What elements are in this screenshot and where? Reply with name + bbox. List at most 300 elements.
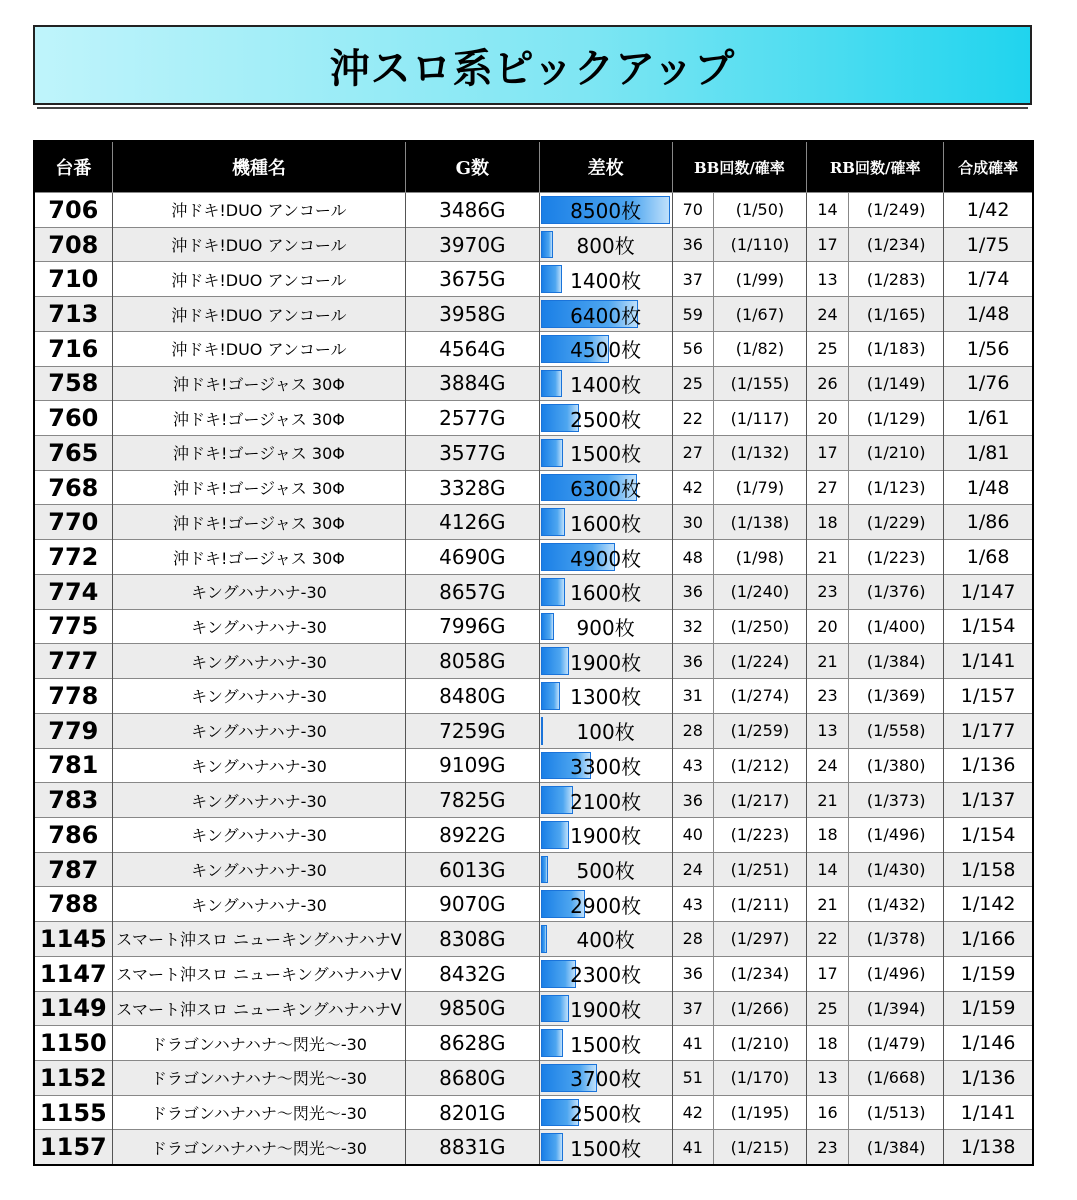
rb-count: 27: [807, 470, 849, 505]
rb-count: 26: [807, 366, 849, 401]
sama-value: 1300枚: [570, 685, 642, 710]
rb-rate: (1/234): [849, 227, 944, 262]
bb-rate: (1/215): [713, 1130, 806, 1165]
table-row: [34, 1095, 1033, 1130]
bb-count: 36: [672, 783, 713, 818]
table-row: [34, 1026, 1033, 1061]
rb-count: 14: [807, 852, 849, 887]
bb-rate: (1/240): [713, 574, 806, 609]
sama-bar: [541, 647, 570, 675]
bb-count: 51: [672, 1060, 713, 1095]
rb-count: 21: [807, 783, 849, 818]
rb-count: 18: [807, 817, 849, 852]
rb-rate: (1/496): [849, 956, 944, 991]
sama-cell: [539, 401, 672, 436]
sama-value: 4900枚: [570, 546, 642, 571]
game-count: 4690G: [406, 540, 539, 575]
table-row: [34, 887, 1033, 922]
rb-count: 25: [807, 331, 849, 366]
sama-bar: [541, 786, 573, 814]
sama-bar: [541, 856, 549, 884]
sama-cell: [539, 227, 672, 262]
bb-rate: (1/155): [713, 366, 806, 401]
sama-bar: [541, 1133, 564, 1160]
model-name: 沖ドキ!ゴージャス 30Φ: [112, 366, 406, 401]
rb-count: 25: [807, 991, 849, 1026]
combined-rate: 1/154: [944, 609, 1033, 644]
sama-value: 6400枚: [570, 303, 642, 328]
bb-rate: (1/259): [713, 713, 806, 748]
bb-rate: (1/117): [713, 401, 806, 436]
bb-count: 30: [672, 505, 713, 540]
header-combined: 合成確率: [944, 141, 1033, 193]
machine-number: 758: [34, 366, 112, 401]
bb-rate: (1/79): [713, 470, 806, 505]
model-name: ドラゴンハナハナ〜閃光〜-30: [112, 1130, 406, 1165]
rb-rate: (1/376): [849, 574, 944, 609]
game-count: 9109G: [406, 748, 539, 783]
rb-count: 17: [807, 956, 849, 991]
model-name: 沖ドキ!ゴージャス 30Φ: [112, 436, 406, 471]
rb-rate: (1/384): [849, 644, 944, 679]
bb-rate: (1/138): [713, 505, 806, 540]
model-name: ドラゴンハナハナ〜閃光〜-30: [112, 1026, 406, 1061]
rb-rate: (1/378): [849, 922, 944, 957]
bb-count: 41: [672, 1130, 713, 1165]
bb-rate: (1/132): [713, 436, 806, 471]
table-row: [34, 540, 1033, 575]
bb-rate: (1/98): [713, 540, 806, 575]
sama-cell: [539, 713, 672, 748]
sama-cell: [539, 297, 672, 332]
bb-count: 56: [672, 331, 713, 366]
machine-number: 1147: [34, 956, 112, 991]
machine-number: 783: [34, 783, 112, 818]
table-row: [34, 1130, 1033, 1165]
sama-value: 2300枚: [570, 963, 642, 988]
game-count: 7825G: [406, 783, 539, 818]
rb-rate: (1/165): [849, 297, 944, 332]
bb-count: 36: [672, 227, 713, 262]
sama-bar: [541, 925, 547, 953]
table-row: [34, 436, 1033, 471]
bb-rate: (1/211): [713, 887, 806, 922]
bb-rate: (1/234): [713, 956, 806, 991]
game-count: 3958G: [406, 297, 539, 332]
machine-number: 781: [34, 748, 112, 783]
bb-rate: (1/170): [713, 1060, 806, 1095]
machine-number: 772: [34, 540, 112, 575]
bb-count: 31: [672, 679, 713, 714]
sama-cell: [539, 1095, 672, 1130]
rb-count: 13: [807, 1060, 849, 1095]
model-name: スマート沖スロ ニューキングハナハナV: [112, 956, 406, 991]
rb-rate: (1/430): [849, 852, 944, 887]
sama-value: 1600枚: [570, 581, 642, 606]
rb-rate: (1/513): [849, 1095, 944, 1130]
sama-value: 3700枚: [570, 1067, 642, 1092]
bb-count: 22: [672, 401, 713, 436]
sama-cell: [539, 817, 672, 852]
sama-bar: [541, 717, 543, 745]
table-row: [34, 748, 1033, 783]
game-count: 8657G: [406, 574, 539, 609]
model-name: キングハナハナ-30: [112, 852, 406, 887]
game-count: 2577G: [406, 401, 539, 436]
bb-count: 36: [672, 644, 713, 679]
model-name: 沖ドキ!DUO アンコール: [112, 297, 406, 332]
game-count: 3577G: [406, 436, 539, 471]
rb-rate: (1/183): [849, 331, 944, 366]
game-count: 8308G: [406, 922, 539, 957]
combined-rate: 1/68: [944, 540, 1033, 575]
game-count: 7996G: [406, 609, 539, 644]
bb-count: 28: [672, 713, 713, 748]
combined-rate: 1/159: [944, 956, 1033, 991]
sama-cell: [539, 922, 672, 957]
machine-number: 774: [34, 574, 112, 609]
bb-rate: (1/224): [713, 644, 806, 679]
model-name: 沖ドキ!ゴージャス 30Φ: [112, 470, 406, 505]
bb-rate: (1/50): [713, 193, 806, 228]
machine-number: 778: [34, 679, 112, 714]
sama-bar: [541, 682, 561, 710]
table-row: [34, 297, 1033, 332]
game-count: 9070G: [406, 887, 539, 922]
machine-number: 787: [34, 852, 112, 887]
combined-rate: 1/81: [944, 436, 1033, 471]
game-count: 9850G: [406, 991, 539, 1026]
rb-count: 17: [807, 227, 849, 262]
rb-rate: (1/432): [849, 887, 944, 922]
sama-value: 1400枚: [570, 268, 642, 293]
table-row: [34, 227, 1033, 262]
sama-value: 6300枚: [570, 477, 642, 502]
sama-value: 1400枚: [570, 372, 642, 397]
game-count: 3675G: [406, 262, 539, 297]
rb-count: 20: [807, 609, 849, 644]
rb-count: 18: [807, 505, 849, 540]
bb-rate: (1/67): [713, 297, 806, 332]
sama-bar: [541, 995, 570, 1023]
machine-number: 777: [34, 644, 112, 679]
combined-rate: 1/61: [944, 401, 1033, 436]
sama-cell: [539, 679, 672, 714]
table-row: [34, 331, 1033, 366]
model-name: スマート沖スロ ニューキングハナハナV: [112, 991, 406, 1026]
bb-rate: (1/110): [713, 227, 806, 262]
rb-count: 21: [807, 887, 849, 922]
sama-cell: [539, 193, 672, 228]
sama-value: 1500枚: [570, 1136, 642, 1161]
rb-rate: (1/223): [849, 540, 944, 575]
model-name: ドラゴンハナハナ〜閃光〜-30: [112, 1060, 406, 1095]
bb-count: 25: [672, 366, 713, 401]
combined-rate: 1/142: [944, 887, 1033, 922]
rb-rate: (1/496): [849, 817, 944, 852]
rb-count: 24: [807, 297, 849, 332]
model-name: キングハナハナ-30: [112, 644, 406, 679]
bb-rate: (1/217): [713, 783, 806, 818]
table-row: [34, 193, 1033, 228]
sama-value: 2500枚: [570, 407, 642, 432]
bb-count: 36: [672, 574, 713, 609]
table-row: [34, 922, 1033, 957]
bb-rate: (1/82): [713, 331, 806, 366]
table-row: [34, 609, 1033, 644]
sama-cell: [539, 540, 672, 575]
machine-number: 779: [34, 713, 112, 748]
model-name: 沖ドキ!DUO アンコール: [112, 331, 406, 366]
game-count: 8831G: [406, 1130, 539, 1165]
rb-count: 23: [807, 679, 849, 714]
sama-bar: [541, 265, 562, 293]
bb-count: 59: [672, 297, 713, 332]
combined-rate: 1/158: [944, 852, 1033, 887]
machine-number: 1150: [34, 1026, 112, 1061]
table-row: [34, 956, 1033, 991]
sama-cell: [539, 783, 672, 818]
game-count: 8480G: [406, 679, 539, 714]
game-count: 8432G: [406, 956, 539, 991]
combined-rate: 1/141: [944, 644, 1033, 679]
combined-rate: 1/166: [944, 922, 1033, 957]
machine-number: 788: [34, 887, 112, 922]
rb-count: 22: [807, 922, 849, 957]
table-row: [34, 679, 1033, 714]
combined-rate: 1/42: [944, 193, 1033, 228]
sama-value: 500枚: [576, 859, 635, 884]
bb-rate: (1/99): [713, 262, 806, 297]
table-row: [34, 401, 1033, 436]
bb-count: 27: [672, 436, 713, 471]
table-row: [34, 644, 1033, 679]
machine-number: 710: [34, 262, 112, 297]
rb-rate: (1/149): [849, 366, 944, 401]
table-row: [34, 366, 1033, 401]
sama-bar: [541, 613, 555, 641]
table-row: [34, 574, 1033, 609]
sama-bar: [541, 370, 562, 398]
sama-value: 1900枚: [570, 997, 642, 1022]
sama-cell: [539, 1026, 672, 1061]
sama-value: 4500枚: [570, 338, 642, 363]
bb-rate: (1/223): [713, 817, 806, 852]
header-model: 機種名: [112, 141, 406, 193]
model-name: キングハナハナ-30: [112, 574, 406, 609]
bb-rate: (1/274): [713, 679, 806, 714]
game-count: 8201G: [406, 1095, 539, 1130]
table-body: [34, 193, 1033, 1165]
machine-number: 775: [34, 609, 112, 644]
combined-rate: 1/136: [944, 748, 1033, 783]
sama-value: 900枚: [576, 615, 635, 640]
rb-count: 16: [807, 1095, 849, 1130]
game-count: 3970G: [406, 227, 539, 262]
rb-count: 17: [807, 436, 849, 471]
table-row: [34, 817, 1033, 852]
combined-rate: 1/136: [944, 1060, 1033, 1095]
pickup-table: [33, 140, 1034, 1166]
sama-cell: [539, 262, 672, 297]
model-name: 沖ドキ!DUO アンコール: [112, 193, 406, 228]
machine-number: 760: [34, 401, 112, 436]
combined-rate: 1/141: [944, 1095, 1033, 1130]
game-count: 3486G: [406, 193, 539, 228]
game-count: 3884G: [406, 366, 539, 401]
sama-value: 2500枚: [570, 1102, 642, 1127]
table-row: [34, 991, 1033, 1026]
game-count: 8922G: [406, 817, 539, 852]
model-name: キングハナハナ-30: [112, 887, 406, 922]
combined-rate: 1/159: [944, 991, 1033, 1026]
combined-rate: 1/56: [944, 331, 1033, 366]
rb-count: 23: [807, 574, 849, 609]
rb-count: 21: [807, 644, 849, 679]
combined-rate: 1/74: [944, 262, 1033, 297]
bb-count: 40: [672, 817, 713, 852]
machine-number: 1155: [34, 1095, 112, 1130]
model-name: キングハナハナ-30: [112, 783, 406, 818]
rb-count: 13: [807, 713, 849, 748]
bb-count: 32: [672, 609, 713, 644]
rb-rate: (1/394): [849, 991, 944, 1026]
bb-count: 48: [672, 540, 713, 575]
sama-cell: [539, 436, 672, 471]
rb-rate: (1/384): [849, 1130, 944, 1165]
machine-number: 770: [34, 505, 112, 540]
rb-count: 20: [807, 401, 849, 436]
rb-rate: (1/373): [849, 783, 944, 818]
model-name: キングハナハナ-30: [112, 679, 406, 714]
combined-rate: 1/75: [944, 227, 1033, 262]
bb-count: 24: [672, 852, 713, 887]
combined-rate: 1/177: [944, 713, 1033, 748]
rb-count: 23: [807, 1130, 849, 1165]
table-row: [34, 713, 1033, 748]
machine-number: 713: [34, 297, 112, 332]
model-name: キングハナハナ-30: [112, 713, 406, 748]
combined-rate: 1/146: [944, 1026, 1033, 1061]
table-row: [34, 470, 1033, 505]
machine-number: 1157: [34, 1130, 112, 1165]
machine-number: 1152: [34, 1060, 112, 1095]
sama-cell: [539, 470, 672, 505]
sama-cell: [539, 1130, 672, 1165]
model-name: スマート沖スロ ニューキングハナハナV: [112, 922, 406, 957]
sama-value: 8500枚: [570, 199, 642, 224]
sama-cell: [539, 1060, 672, 1095]
combined-rate: 1/48: [944, 470, 1033, 505]
rb-rate: (1/369): [849, 679, 944, 714]
sama-value: 1600枚: [570, 511, 642, 536]
rb-rate: (1/558): [849, 713, 944, 748]
rb-rate: (1/283): [849, 262, 944, 297]
table-row: [34, 852, 1033, 887]
machine-number: 1149: [34, 991, 112, 1026]
machine-number: 706: [34, 193, 112, 228]
bb-rate: (1/210): [713, 1026, 806, 1061]
game-count: 6013G: [406, 852, 539, 887]
bb-count: 41: [672, 1026, 713, 1061]
sama-cell: [539, 505, 672, 540]
sama-value: 100枚: [576, 720, 635, 745]
bb-rate: (1/195): [713, 1095, 806, 1130]
bb-rate: (1/266): [713, 991, 806, 1026]
table-row: [34, 505, 1033, 540]
sama-cell: [539, 574, 672, 609]
combined-rate: 1/86: [944, 505, 1033, 540]
page-title: 沖スロ系ピックアップ: [329, 45, 736, 92]
model-name: 沖ドキ!ゴージャス 30Φ: [112, 505, 406, 540]
model-name: キングハナハナ-30: [112, 748, 406, 783]
sama-bar: [541, 821, 570, 849]
combined-rate: 1/138: [944, 1130, 1033, 1165]
game-count: 8680G: [406, 1060, 539, 1095]
machine-number: 716: [34, 331, 112, 366]
game-count: 4126G: [406, 505, 539, 540]
bb-rate: (1/250): [713, 609, 806, 644]
rb-count: 24: [807, 748, 849, 783]
sama-bar: [541, 231, 553, 259]
rb-count: 14: [807, 193, 849, 228]
sama-bar: [541, 508, 565, 536]
model-name: キングハナハナ-30: [112, 817, 406, 852]
model-name: ドラゴンハナハナ〜閃光〜-30: [112, 1095, 406, 1130]
sama-cell: [539, 991, 672, 1026]
combined-rate: 1/76: [944, 366, 1033, 401]
game-count: 3328G: [406, 470, 539, 505]
sama-cell: [539, 644, 672, 679]
rb-rate: (1/210): [849, 436, 944, 471]
sama-value: 3300枚: [570, 754, 642, 779]
header-rb: RB回数/確率: [807, 141, 944, 193]
sama-cell: [539, 331, 672, 366]
sama-cell: [539, 852, 672, 887]
machine-number: 1145: [34, 922, 112, 957]
sama-value: 2100枚: [570, 789, 642, 814]
model-name: 沖ドキ!DUO アンコール: [112, 262, 406, 297]
sama-value: 1900枚: [570, 824, 642, 849]
sama-value: 2900枚: [570, 893, 642, 918]
rb-rate: (1/380): [849, 748, 944, 783]
model-name: キングハナハナ-30: [112, 609, 406, 644]
bb-count: 37: [672, 262, 713, 297]
rb-rate: (1/123): [849, 470, 944, 505]
bb-count: 43: [672, 748, 713, 783]
header-no: 台番: [34, 141, 112, 193]
rb-rate: (1/249): [849, 193, 944, 228]
header-bb: BB回数/確率: [672, 141, 806, 193]
header-games: G数: [406, 141, 539, 193]
game-count: 8628G: [406, 1026, 539, 1061]
sama-value: 1500枚: [570, 1032, 642, 1057]
bb-count: 36: [672, 956, 713, 991]
sama-bar: [541, 578, 565, 606]
sama-cell: [539, 366, 672, 401]
sama-value: 1900枚: [570, 650, 642, 675]
combined-rate: 1/157: [944, 679, 1033, 714]
machine-number: 708: [34, 227, 112, 262]
bb-rate: (1/212): [713, 748, 806, 783]
combined-rate: 1/147: [944, 574, 1033, 609]
table-header: [34, 141, 1033, 193]
sama-cell: [539, 609, 672, 644]
game-count: 7259G: [406, 713, 539, 748]
game-count: 8058G: [406, 644, 539, 679]
sama-bar: [541, 1029, 564, 1057]
header-sama: 差枚: [539, 141, 672, 193]
